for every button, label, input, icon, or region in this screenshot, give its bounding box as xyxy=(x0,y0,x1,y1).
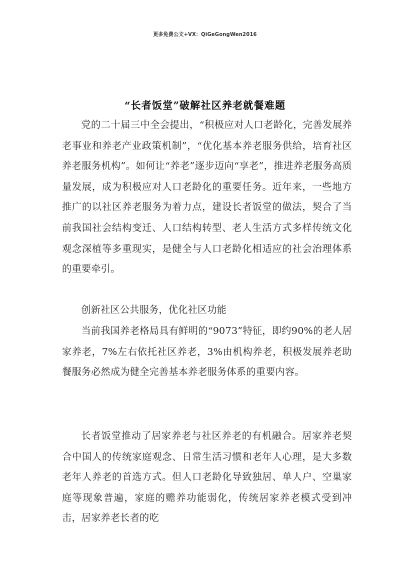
paragraph-pattern: 当前我国养老格局具有鲜明的“9073”特征，即约90%的老人居家养老，7%左右依托社区养老，3%由机构养老，积极发展养老助餐服务必然成为健全完善基本养老服务体系的重要内容。 xyxy=(62,326,352,379)
paragraph-intro: 党的二十届三中全会提出，“积极应对人口老龄化，完善发展养老事业和养老产业政策机制”，“优化基本养老服务供给，培育社区养老服务机构”。如何让“养老”逐步迈向“享老”，推进养老服务高质量发展，成为积极应对人口老龄化的重要任务。近年来，一些地方推广的以社区养老服务为着力点，建设长者饭堂的做法，契合了当前我国社会结构变迁、人口结构转型、老人生活方式多样传统文化观念深植等多重现实，是健全与人口老龄化相适应的社会治理体系的重要牵引。 xyxy=(62,120,352,276)
document-title: “长者饭堂”破解社区养老就餐难题 xyxy=(124,101,286,112)
header-note: 更多免费公文+VX：QiGeGongWen2016 xyxy=(153,32,257,38)
section-heading: 创新社区公共服务，优化社区功能 xyxy=(81,305,227,316)
paragraph-integration: 长者饭堂推动了居家养老与社区养老的有机融合。居家养老契合中国人的传统家庭观念、日常生活习惯和老年人心理，是大多数老年人养老的首选方式。但人口老龄化导致独居、单人户、空巢家庭等现象普遍，家庭的赡养功能弱化，传统居家养老模式受到冲击，居家养老长者的吃 xyxy=(62,431,352,525)
